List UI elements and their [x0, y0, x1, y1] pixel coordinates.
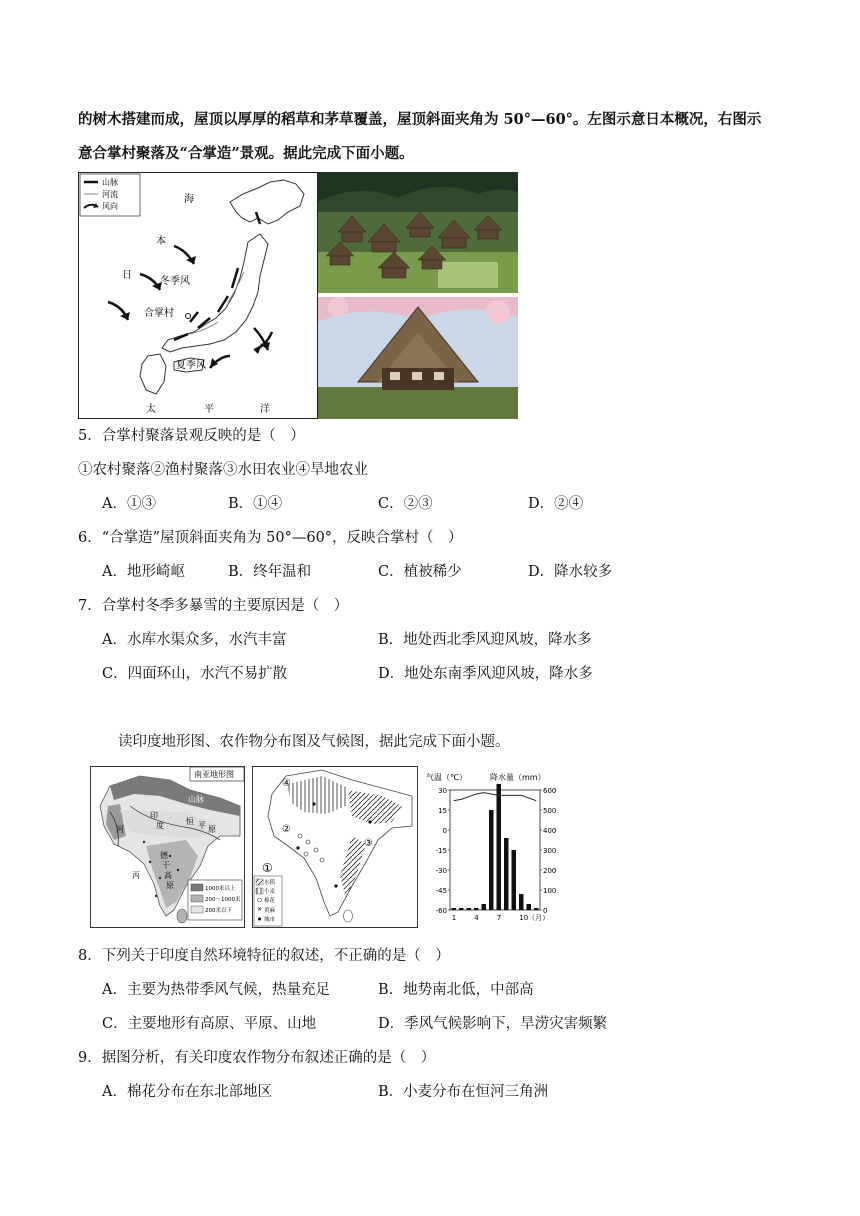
precip-bar: [474, 908, 479, 910]
crop-marker-2: ②: [282, 824, 291, 835]
chart-left-tick: -45: [435, 887, 447, 895]
terrain-label-gao: 高: [164, 871, 172, 880]
q8-option-a[interactable]: A．主要为热带季风气候，热量充足: [102, 982, 330, 998]
precip-bar: [527, 904, 532, 910]
terrain-label-yuan2: 原: [166, 881, 174, 890]
terrain-label-de: 德: [160, 851, 168, 860]
chart-left-tick: 30: [438, 787, 447, 795]
chart-right-tick: 500: [543, 807, 557, 815]
q7-option-a[interactable]: A．水库水渠众多，水汽丰富: [102, 632, 287, 648]
precip-bar: [452, 908, 457, 910]
terrain-title: 南亚地形图: [194, 770, 234, 779]
chart-left-tick: 0: [442, 827, 447, 835]
precip-bar: [489, 810, 494, 910]
chart-right-tick: 300: [543, 847, 557, 855]
chart-right-tick: 400: [543, 827, 557, 835]
q8-option-d[interactable]: D．季风气候影响下，旱涝灾害频繁: [378, 1016, 608, 1032]
q9-option-a[interactable]: A．棉花分布在东北部地区: [102, 1084, 272, 1100]
chart-left-axis-label: 气温（℃）: [426, 773, 467, 782]
precip-bar: [497, 784, 502, 910]
precip-bar: [482, 904, 487, 910]
q5-choices: ①农村聚落②渔村聚落③水田农业④旱地农业: [78, 462, 368, 478]
terrain-label-bing: 丙: [132, 871, 140, 880]
village-photo-illustration: [318, 172, 518, 419]
terrain-label-heng: 恒: [186, 817, 194, 826]
terrain-legend-mid: 200～1000米: [205, 897, 241, 903]
chart-left-tick: -15: [435, 847, 447, 855]
crop-legend-wheat: 小麦: [264, 889, 276, 895]
q7-option-b[interactable]: B．地处西北季风迎风坡，降水多: [378, 632, 592, 648]
crop-legend-jute: 黄麻: [264, 908, 276, 914]
precip-bar: [512, 850, 517, 910]
terrain-label-mountain: 山脉: [188, 795, 204, 804]
precip-bar: [504, 838, 509, 910]
q5-option-c[interactable]: C．②③: [378, 496, 433, 512]
chart-left-tick: -30: [435, 867, 447, 875]
terrain-label-ping: 平: [198, 821, 206, 830]
india-terrain-map: [90, 766, 245, 928]
q6-option-c[interactable]: C．植被稀少: [378, 564, 462, 580]
chart-left-tick: -60: [435, 907, 447, 915]
chart-right-tick: 100: [543, 887, 557, 895]
label-village: 合掌村: [144, 308, 174, 319]
q8-option-b[interactable]: B．地势南北低，中部高: [378, 982, 534, 998]
label-tai: 太: [146, 404, 156, 415]
village-photos: [318, 172, 518, 419]
q8-option-c[interactable]: C．主要地形有高原、平原、山地: [102, 1016, 317, 1032]
chart-right-axis-label: 降水量（mm）: [490, 773, 546, 782]
legend-mountain: 山脉: [102, 178, 118, 187]
terrain-label-du: 度: [156, 821, 164, 830]
precip-bar: [467, 908, 472, 910]
label-winter-monsoon: 冬季风: [160, 276, 190, 287]
q7-stem: 7．合掌村冬季多暴雪的主要原因是（ ）: [78, 598, 349, 614]
legend-wind: 风向: [102, 202, 118, 211]
q6-option-d[interactable]: D．降水较多: [528, 564, 613, 580]
precip-bar: [534, 908, 539, 910]
intro-line-1: 的树木搭建而成，屋顶以厚厚的稻草和茅草覆盖，屋顶斜面夹角为 50°—60°。左图示意日本概况，右图示: [78, 111, 762, 128]
terrain-label-yin: 印: [150, 811, 158, 820]
q5-option-b[interactable]: B．①④: [228, 496, 283, 512]
crop-marker-1: ①: [262, 861, 273, 875]
label-ri: 日: [122, 270, 132, 281]
chart-x-tick: 7: [496, 914, 502, 922]
crop-marker-3: ③: [364, 838, 373, 849]
climate-chart: [424, 766, 564, 928]
chart-frame: [450, 790, 540, 910]
chart-x-tick: 4: [474, 914, 479, 922]
crop-marker-4: ④: [282, 778, 291, 789]
crop-legend-cotton: 棉花: [264, 898, 276, 904]
chart-x-tick: 10（月）: [519, 914, 550, 922]
crop-legend-rice: 水稻: [264, 880, 276, 886]
q5-option-d[interactable]: D．②④: [528, 496, 584, 512]
india-crop-map: [252, 766, 418, 928]
label-yang: 洋: [260, 404, 270, 415]
legend-river: 河流: [102, 190, 118, 199]
chart-right-tick: 0: [543, 907, 548, 915]
label-hai: 海: [184, 194, 194, 205]
q6-option-b[interactable]: B．终年温和: [228, 564, 312, 580]
q9-option-b[interactable]: B．小麦分布在恒河三角洲: [378, 1084, 549, 1100]
terrain-legend-high: 1000米以上: [205, 886, 236, 892]
terrain-label-gan: 干: [162, 861, 170, 870]
q6-option-a[interactable]: A．地形崎岖: [102, 564, 185, 580]
label-ben: 本: [156, 236, 166, 247]
intro-2: 读印度地形图、农作物分布图及气候图，据此完成下面小题。: [118, 734, 510, 750]
terrain-label-yuan: 原: [208, 825, 216, 834]
terrain-label-he: 河: [116, 825, 124, 834]
chart-right-tick: 200: [543, 867, 557, 875]
q5-option-a[interactable]: A．①③: [102, 496, 156, 512]
q6-stem: 6．“合掌造”屋顶斜面夹角为 50°—60°，反映合掌村（ ）: [78, 530, 463, 546]
q5-stem: 5．合掌村聚落景观反映的是（ ）: [78, 428, 305, 444]
temperature-line: [454, 793, 537, 801]
q7-option-c[interactable]: C．四面环山，水汽不易扩散: [102, 666, 288, 682]
q9-stem: 9．据图分析，有关印度农作物分布叙述正确的是（ ）: [78, 1050, 436, 1066]
chart-right-tick: 600: [543, 787, 557, 795]
precip-bar: [519, 894, 524, 910]
svg-text:✕: ✕: [257, 906, 263, 913]
chart-x-tick: 1: [451, 914, 457, 922]
japan-map: [78, 172, 318, 419]
q8-stem: 8．下列关于印度自然环境特征的叙述，不正确的是（ ）: [78, 948, 450, 964]
terrain-legend-low: 200米以下: [205, 908, 232, 914]
label-summer-monsoon: 夏季风: [176, 360, 206, 371]
q7-option-d[interactable]: D．地处东南季风迎风坡，降水多: [378, 666, 593, 682]
precip-bar: [459, 908, 464, 910]
chart-left-tick: 15: [438, 807, 447, 815]
intro-line-2: 意合掌村聚落及“合掌造”景观。据此完成下面小题。: [78, 145, 414, 162]
label-ping: 平: [204, 404, 214, 415]
crop-legend-city: 城市: [264, 917, 276, 923]
